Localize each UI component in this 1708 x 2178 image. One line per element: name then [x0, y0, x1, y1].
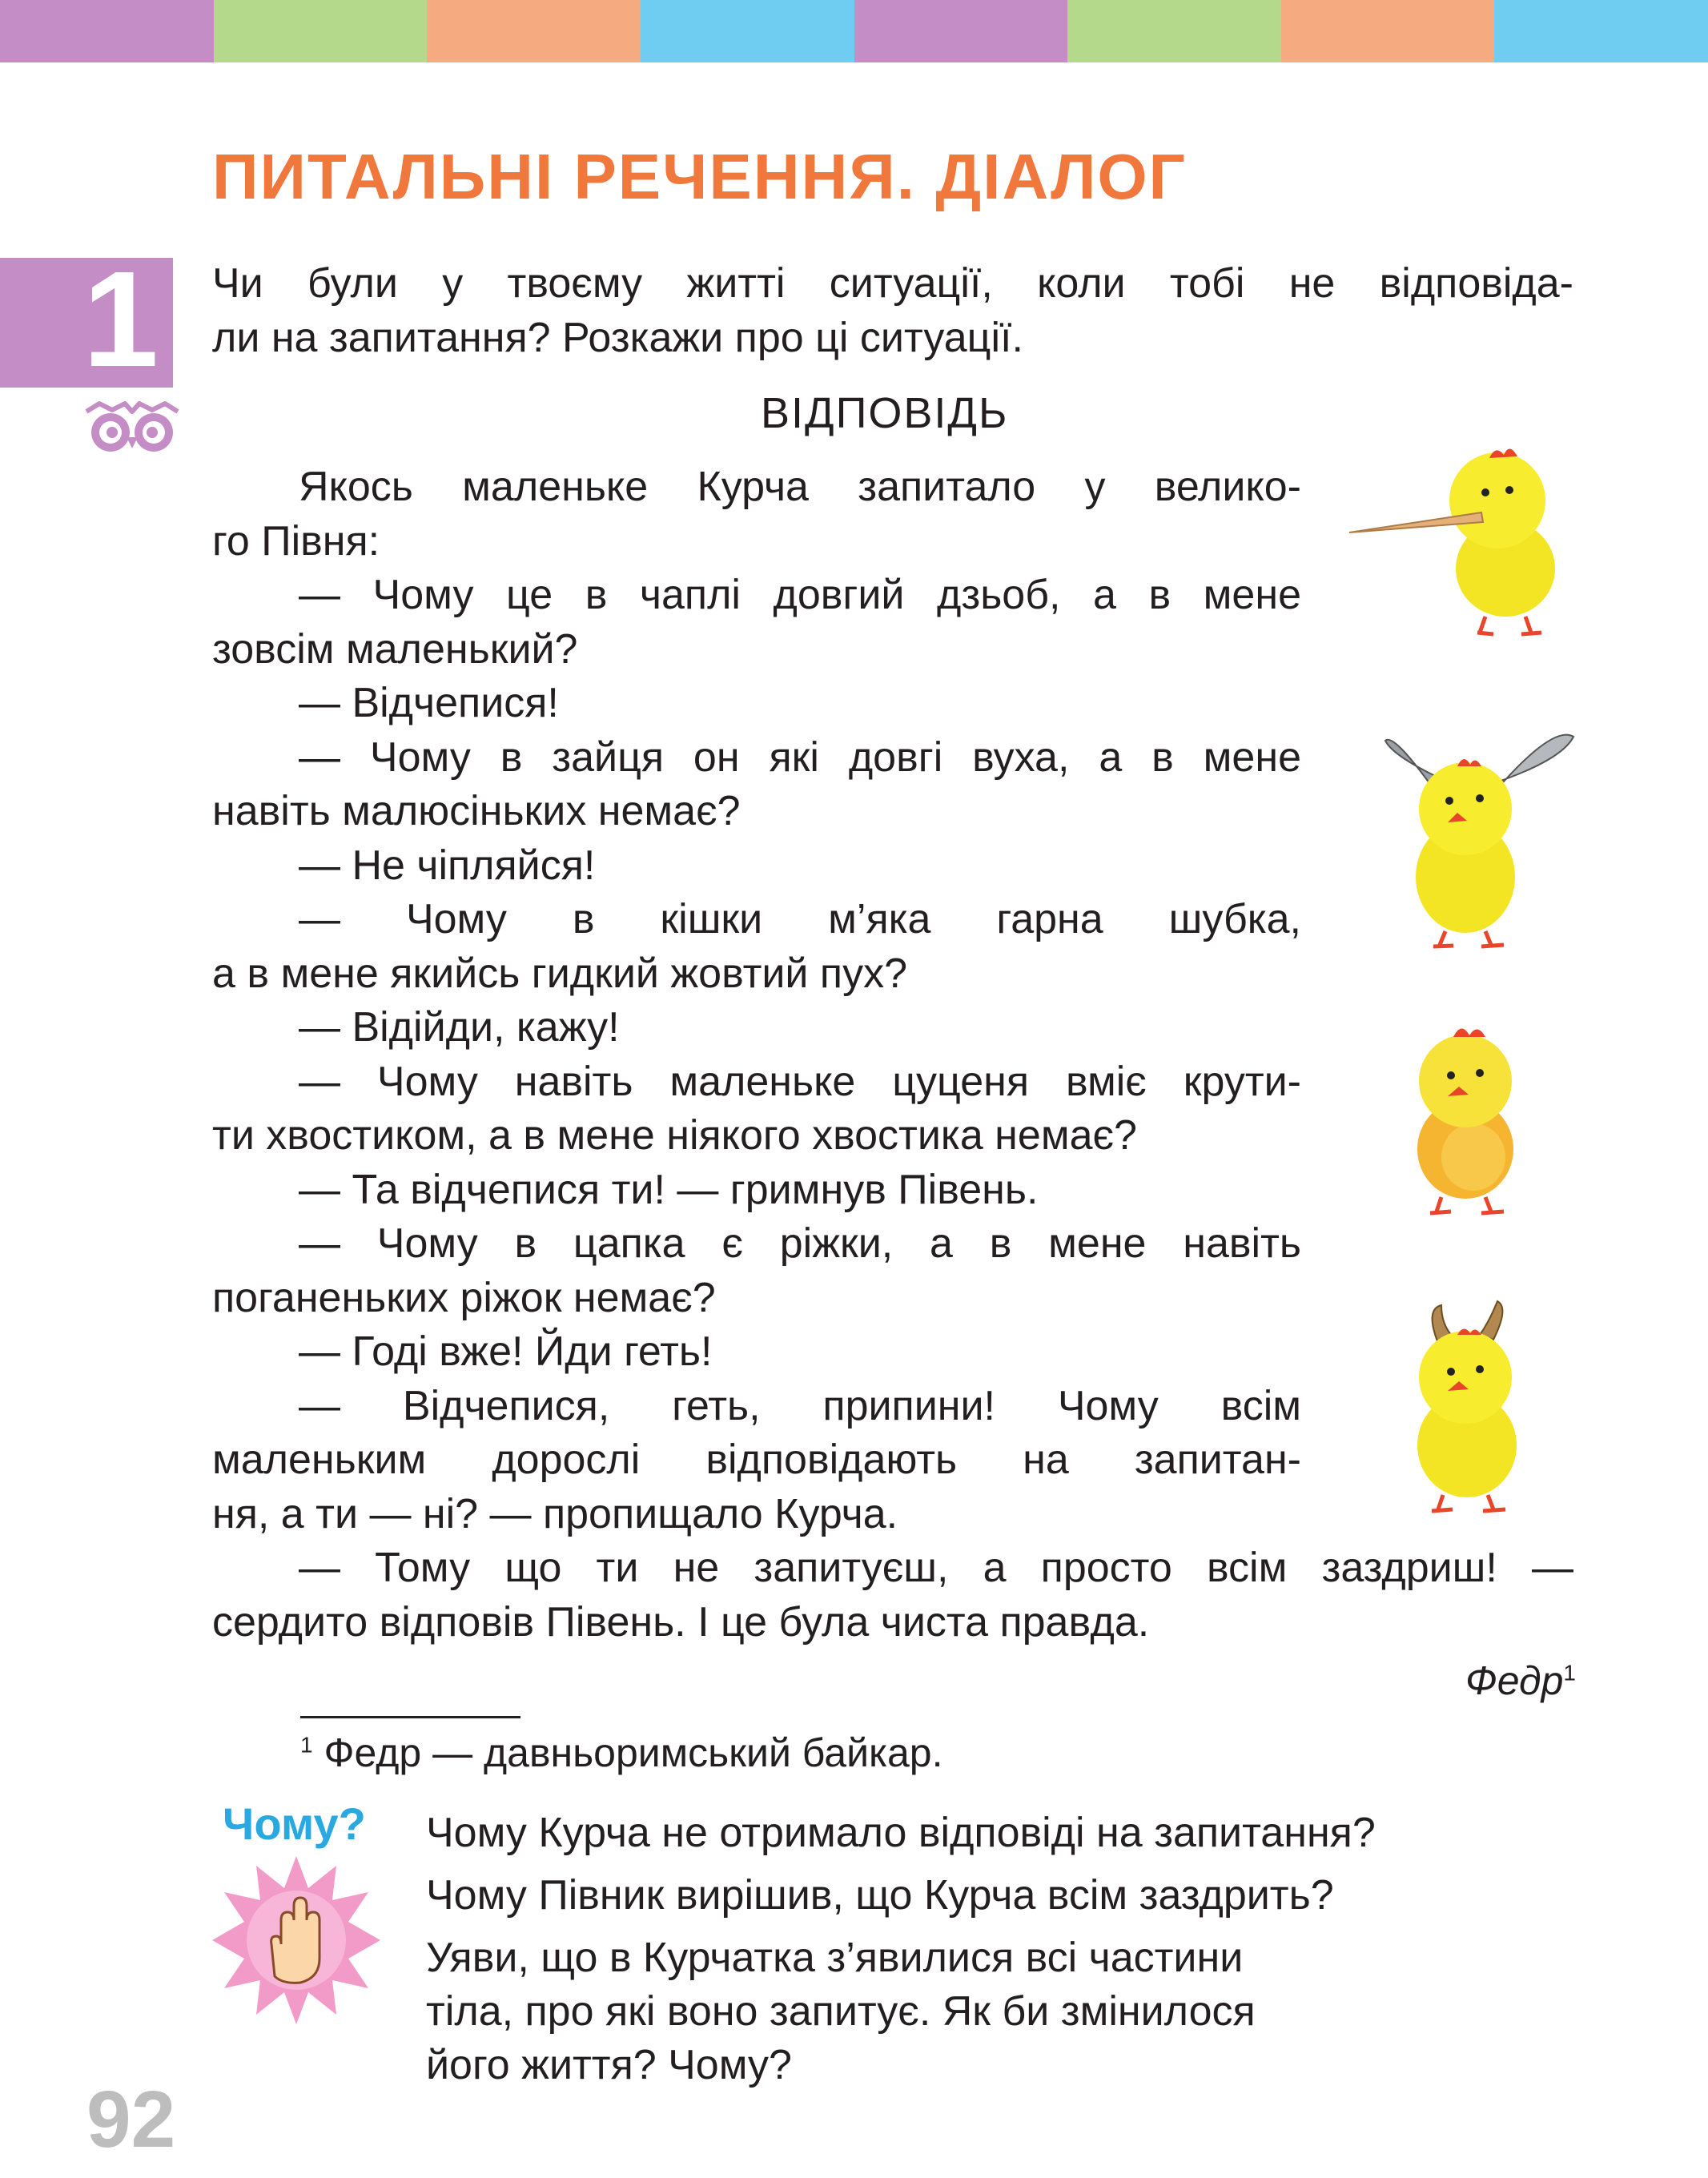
story-line: сердито відповів Півень. І це була чиста правда. — [212, 1598, 1150, 1646]
hand-three-fingers-icon — [212, 1856, 380, 2024]
color-segment — [641, 0, 854, 62]
footnote-marker: 1 — [300, 1732, 313, 1758]
chick-horns-illustration — [1377, 1285, 1569, 1517]
story-line: навіть малюсіньких немає? — [212, 788, 741, 834]
story-line: — Чому це в чаплі довгий дзьоб, а в мене — [299, 572, 1301, 618]
footnote-text: Федр — давньоримський байкар. — [324, 1730, 943, 1775]
chick-fluffy-fur-illustration — [1377, 997, 1569, 1221]
story-line: маленьким дорослі відповідають на запитан- — [212, 1437, 1301, 1483]
color-bar — [0, 0, 1708, 62]
story-line: — Годі вже! Йди геть! — [299, 1328, 713, 1375]
story-line: — Відчепися, геть, припини! Чому всім — [299, 1382, 1301, 1429]
story-line: ня, а ти — ні? — пропищало Курча. — [212, 1490, 898, 1537]
story-text — [212, 460, 1301, 1541]
story-line: — Тому що ти не запитуєш, а просто всім заздриш! — — [299, 1545, 1573, 1591]
story-line: — Чому в цапка є ріжки, а в мене навіть — [299, 1220, 1301, 1267]
color-segment — [0, 0, 214, 62]
page-title: ПИТАЛЬНІ РЕЧЕННЯ. ДІАЛОГ — [212, 141, 1187, 212]
story-line: поганеньких ріжок немає? — [212, 1274, 716, 1321]
story-line: — Чому навіть маленьке цуценя вміє крути- — [299, 1058, 1301, 1105]
story-line: — Не чіпляйся! — [299, 842, 596, 889]
color-segment — [427, 0, 641, 62]
footnote-divider — [300, 1716, 520, 1718]
footnote-marker: 1 — [1563, 1660, 1576, 1686]
story-line: го Півня: — [212, 517, 380, 565]
color-segment — [214, 0, 428, 62]
questions-block — [426, 1802, 1587, 2092]
question: Чому Курча не отримало відповіді на запитання? — [426, 1810, 1376, 1856]
story-line: — Чому в кішки м’яка гарна шубка, — [299, 896, 1301, 942]
text-line: ли на запитання? Розкажи про ці ситуації. — [212, 315, 1023, 361]
exercise-question — [212, 256, 1573, 365]
text-line: його життя? Чому? — [426, 2042, 792, 2088]
story-line: Якось маленьке Курча запитало у велико- — [299, 464, 1301, 510]
story-title: ВІДПОВІДЬ — [761, 389, 1009, 437]
author-signature — [1465, 1658, 1576, 1704]
color-segment — [1494, 0, 1708, 62]
color-segment — [1281, 0, 1495, 62]
color-segment — [1067, 0, 1281, 62]
story-line: а в мене якийсь гидкий жовтий пух? — [212, 950, 908, 997]
page-number: 92 — [86, 2075, 176, 2164]
story-line: — Чому в зайця он які довгі вуха, а в мене — [299, 733, 1301, 781]
story-line: — Та відчепися ти! — гримнув Півень. — [299, 1166, 1039, 1213]
story-line: ти хвостиком, а в мене ніякого хвостика немає? — [212, 1112, 1137, 1159]
author-name: Федр — [1465, 1658, 1564, 1703]
color-segment — [854, 0, 1068, 62]
chick-long-beak-illustration — [1345, 424, 1585, 649]
question — [426, 1931, 1587, 2092]
text-line: Уяви, що в Курчатка з’явилися всі частини — [426, 1935, 1244, 1981]
story-line: зовсім маленький? — [212, 625, 578, 673]
question: Чому Півник вирішив, що Курча всім заздрить? — [426, 1872, 1334, 1919]
exercise-number-tab — [0, 243, 173, 396]
chick-bunny-ears-illustration — [1377, 709, 1585, 957]
why-label: Чому? — [223, 1798, 366, 1849]
story-line: — Відійди, кажу! — [299, 1004, 620, 1051]
text-line: Чи були у твоєму житті ситуації, коли тобі не відповіда- — [212, 260, 1573, 307]
story-text-ending — [212, 1541, 1573, 1650]
footnote — [300, 1730, 942, 1776]
text-line: тіла, про які воно запитує. Як би змінилося — [426, 1988, 1256, 2035]
exercise-number: 1 — [82, 243, 159, 396]
story-line: — Відчепися! — [299, 680, 559, 726]
owl-eyes-icon — [80, 400, 184, 456]
